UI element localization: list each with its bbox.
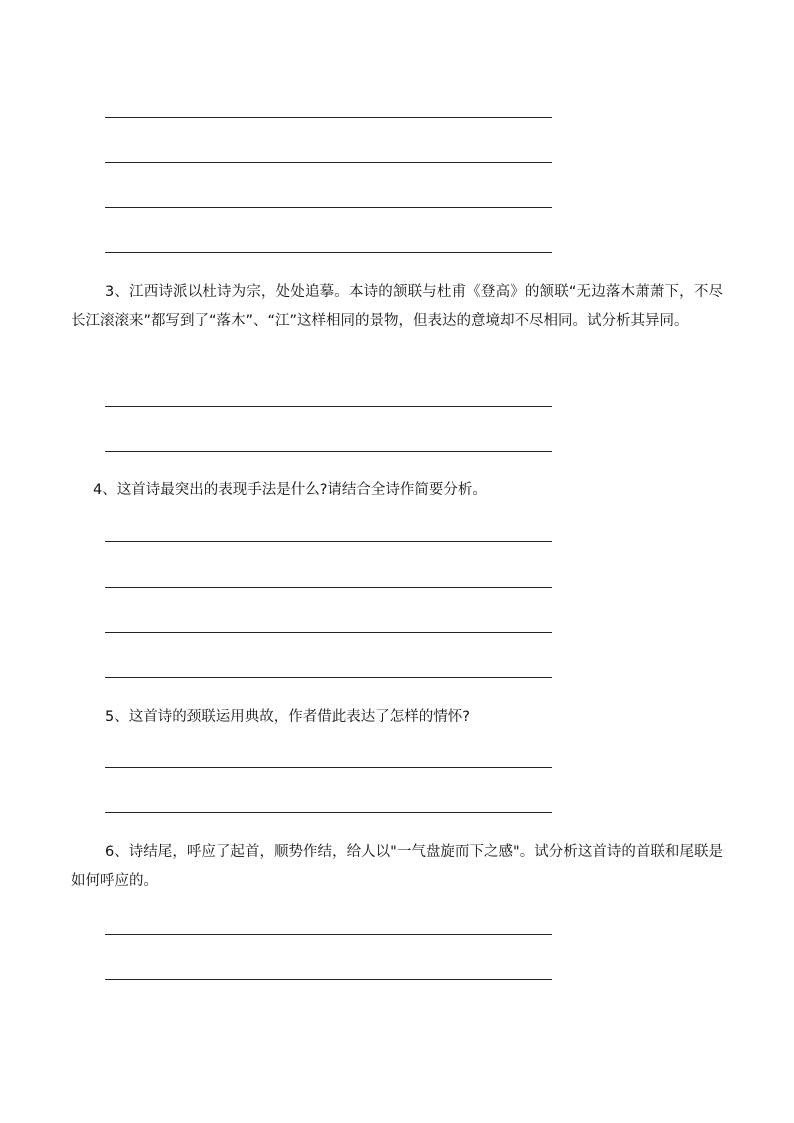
question-5-text: 5、这首诗的颈联运用典故，作者借此表达了怎样的情怀? [105,709,470,725]
answer-line [105,451,552,452]
answer-line [105,587,552,588]
answer-line [105,979,552,980]
question-4-text: 4、这首诗最突出的表现手法是什么?请结合全诗作简要分析。 [93,482,487,498]
answer-line [105,677,552,678]
answer-line [105,812,552,813]
answer-line [105,767,552,768]
answer-line [105,117,552,118]
question-6-text: 6、诗结尾，呼应了起首，顺势作结，给人以"一气盘旋而下之感"。试分析这首诗的首联和尾联是如何呼应的。 [71,844,723,889]
answer-line [105,934,552,935]
answer-line [105,541,552,542]
answer-line [105,162,552,163]
answer-line [105,252,552,253]
answer-line [105,406,552,407]
answer-line [105,632,552,633]
question-3-text: 3、江西诗派以杜诗为宗，处处追摹。本诗的颔联与杜甫《登高》的颔联“无边落木萧萧下，不尽长江滚滚来”都写到了“落木”、“江”这样相同的景物，但表达的意境却不尽相同。试分析其异同。 [71,284,723,329]
answer-line [105,207,552,208]
